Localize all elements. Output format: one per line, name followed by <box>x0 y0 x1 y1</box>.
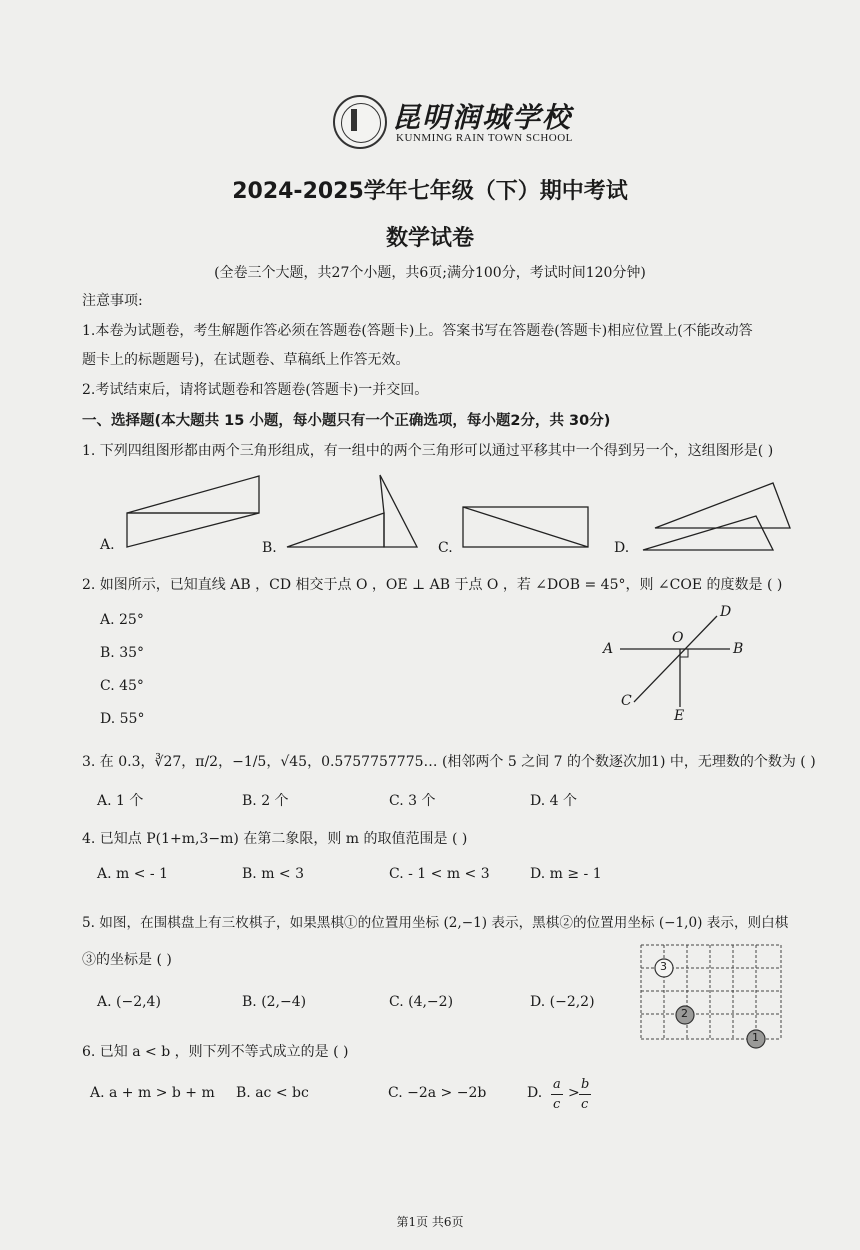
q2-label-o: O <box>672 630 684 646</box>
q2-label-c: C <box>621 693 632 709</box>
q3-option-c: C. 3 个 <box>389 793 436 809</box>
q4-stem: 4. 已知点 P(1+m,3−m) 在第二象限，则 m 的取值范围是 ( ) <box>82 831 468 847</box>
exam-title: 2024-2025学年七年级（下）期中考试 <box>232 179 628 204</box>
q6-d-operator: > <box>568 1085 580 1101</box>
page-number: 第1页 共6页 <box>396 1215 464 1229</box>
q6-d-fraction-bar-right <box>579 1094 591 1095</box>
q4-option-c: C. - 1 < m < 3 <box>389 866 490 882</box>
notice-item-2: 2.考试结束后，请将试题卷和答题卷(答题卡)一并交回。 <box>82 382 429 398</box>
q6-d-fraction-bar-left <box>551 1094 563 1095</box>
q5-stem-line-1: 5. 如图，在围棋盘上有三枚棋子，如果黑棋①的位置用坐标 (2,−1) 表示，黑棋②的位置用坐标 (−1,0) 表示，则白棋 <box>82 915 789 931</box>
q5-option-d: D. (−2,2) <box>530 994 595 1010</box>
q6-option-c: C. −2a > −2b <box>388 1085 487 1101</box>
q2-label-a: A <box>603 641 614 657</box>
q5-piece-1-label: 1 <box>752 1031 759 1044</box>
q5-option-a: A. (−2,4) <box>97 994 161 1010</box>
q5-stem-line-2: ③的坐标是 ( ) <box>82 952 172 968</box>
q6-option-a: A. a + m > b + m <box>90 1085 215 1101</box>
q1-option-a: A. <box>100 537 115 553</box>
q6-d-num-left: a <box>553 1077 561 1092</box>
q6-d-num-right: b <box>581 1077 590 1092</box>
q3-option-b: B. 2 个 <box>242 793 289 809</box>
q5-option-c: C. (4,−2) <box>389 994 454 1010</box>
q1-stem: 1. 下列四组图形都由两个三角形组成，有一组中的两个三角形可以通过平移其中一个得到另一个，这组图形是( ) <box>82 443 774 459</box>
exam-info: (全卷三个大题，共27个小题，共6页;满分100分，考试时间120分钟) <box>214 265 646 281</box>
q2-option-a: A. 25° <box>100 612 144 628</box>
q2-label-e: E <box>674 708 685 724</box>
school-name-cn: 昆明润城学校 <box>392 101 573 134</box>
section-1-heading: 一、选择题(本大题共 15 小题，每小题只有一个正确选项，每小题2分，共 30分) <box>82 413 611 429</box>
q2-option-d: D. 55° <box>100 711 145 727</box>
q2-label-d: D <box>720 604 732 620</box>
q2-label-b: B <box>733 641 744 657</box>
q4-option-b: B. m < 3 <box>242 866 305 882</box>
q6-stem: 6. 已知 a < b ，则下列不等式成立的是 ( ) <box>82 1044 349 1060</box>
notice-item-1-line-2: 题卡上的标题题号)，在试题卷、草稿纸上作答无效。 <box>82 352 410 368</box>
q3-option-a: A. 1 个 <box>97 793 144 809</box>
school-name-en: KUNMING RAIN TOWN SCHOOL <box>396 132 573 144</box>
q6-d-den-right: c <box>581 1097 589 1112</box>
q6-option-b: B. ac < bc <box>236 1085 309 1101</box>
q5-piece-2-label: 2 <box>681 1007 688 1020</box>
q2-stem: 2. 如图所示，已知直线 AB ，CD 相交于点 O ，OE ⊥ AB 于点 O ，若 ∠DOB = 45°，则 ∠COE 的度数是 ( ) <box>82 577 783 593</box>
q2-option-c: C. 45° <box>100 678 144 694</box>
q4-option-d: D. m ≥ - 1 <box>530 866 602 882</box>
notice-heading: 注意事项: <box>82 293 143 309</box>
q6-d-den-left: c <box>553 1097 561 1112</box>
notice-item-1-line-1: 1.本卷为试题卷，考生解题作答必须在答题卷(答题卡)上。答案书写在答题卷(答题卡)相应位置上(不能改动答 <box>82 323 753 339</box>
q6-option-d-prefix: D. <box>527 1085 543 1101</box>
exam-subtitle: 数学试卷 <box>385 226 474 251</box>
q5-piece-3-label: 3 <box>660 960 667 973</box>
q3-stem: 3. 在 0.3，∛27，π/2，−1/5，√45，0.5757757775… (相邻两个 5 之间 7 的个数逐次加1) 中，无理数的个数为 ( ) <box>82 754 816 770</box>
q3-option-d: D. 4 个 <box>530 793 577 809</box>
q4-option-a: A. m < - 1 <box>97 866 169 882</box>
q1-option-b: B. <box>262 540 277 556</box>
q1-option-c: C. <box>438 540 453 556</box>
q2-option-b: B. 35° <box>100 645 145 661</box>
q5-option-b: B. (2,−4) <box>242 994 307 1010</box>
q1-option-d: D. <box>614 540 630 556</box>
